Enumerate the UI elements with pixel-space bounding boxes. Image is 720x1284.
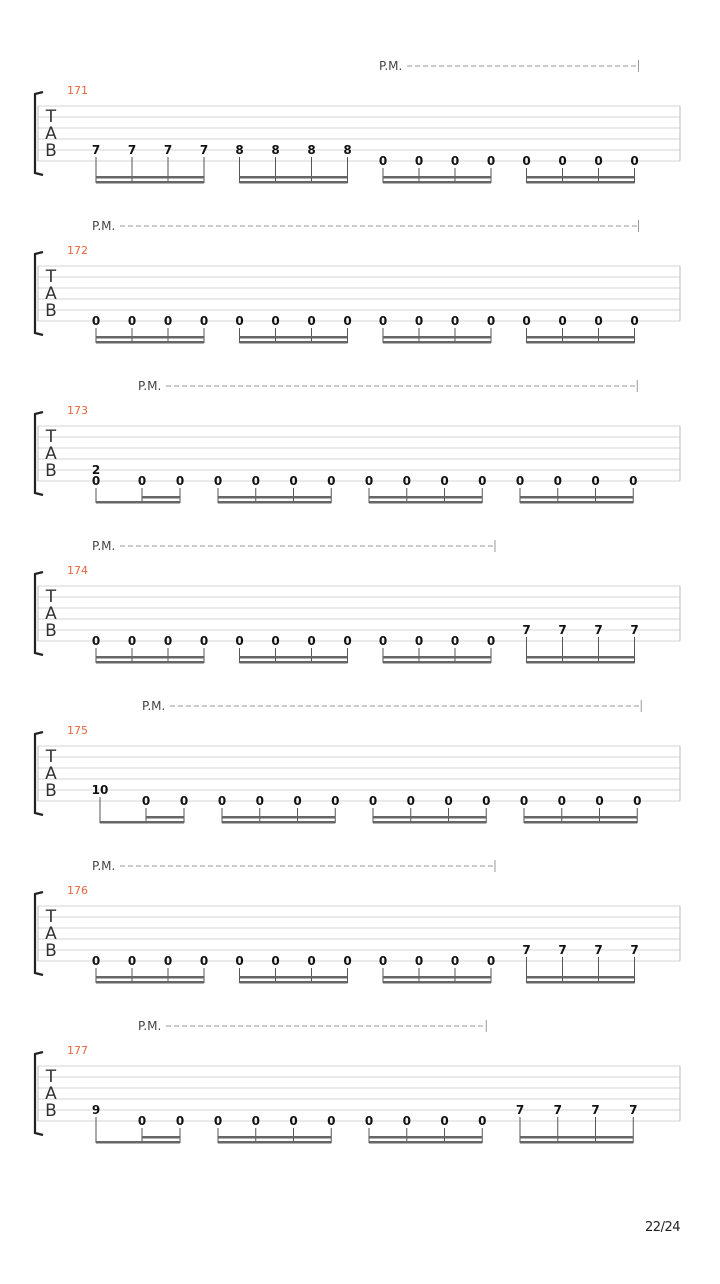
fret-number: 0 xyxy=(235,634,244,648)
fret-number: 7 xyxy=(594,623,603,637)
fret-number: 0 xyxy=(327,1114,336,1128)
fret-number: 0 xyxy=(402,474,411,488)
fret-number: 7 xyxy=(522,623,531,637)
fret-number: 0 xyxy=(271,634,280,648)
fret-number: 0 xyxy=(595,794,604,808)
fret-number: 0 xyxy=(630,314,639,328)
fret-number: 8 xyxy=(271,143,280,157)
fret-number: 0 xyxy=(364,1114,374,1128)
note-beam xyxy=(96,341,204,344)
fret-number: 0 xyxy=(378,314,388,328)
note-beam xyxy=(520,496,633,499)
fret-number: 0 xyxy=(307,314,316,328)
measure-number: 172 xyxy=(67,244,88,257)
tab-clef-letter: T xyxy=(45,587,57,607)
measure-number: 174 xyxy=(67,564,88,577)
note-beam xyxy=(218,1136,331,1139)
fret-number: 0 xyxy=(629,474,638,488)
note-beam xyxy=(240,981,348,984)
fret-number: 0 xyxy=(478,474,487,488)
tab-clef-letter: A xyxy=(45,1084,57,1104)
note-beam xyxy=(369,1136,482,1139)
fret-number: 7 xyxy=(630,623,639,637)
note-beam xyxy=(369,1141,482,1144)
note-beam xyxy=(240,181,348,184)
fret-number: 0 xyxy=(515,474,525,488)
fret-number: 7 xyxy=(553,1103,562,1117)
measure-number: 176 xyxy=(67,884,88,897)
fret-number: 0 xyxy=(91,474,101,488)
fret-number: 7 xyxy=(591,1103,600,1117)
note-beam xyxy=(222,821,335,824)
fret-number: 0 xyxy=(235,954,244,968)
fret-number: 0 xyxy=(255,794,264,808)
tab-clef-letter: B xyxy=(45,941,57,961)
note-beam xyxy=(520,1136,633,1139)
note-beam xyxy=(369,496,482,499)
fret-number: 7 xyxy=(558,623,567,637)
note-beam xyxy=(96,656,204,659)
fret-number: 0 xyxy=(558,314,567,328)
fret-number: 7 xyxy=(199,143,209,157)
note-beam xyxy=(373,816,486,819)
fret-number: 0 xyxy=(199,954,209,968)
fret-number: 0 xyxy=(414,154,424,168)
note-beam xyxy=(383,181,491,184)
note-beam xyxy=(240,661,348,664)
fret-number: 0 xyxy=(440,1114,449,1128)
fret-number: 0 xyxy=(251,474,260,488)
palm-mute-label: P.M. xyxy=(142,699,166,713)
system-bracket xyxy=(35,892,43,975)
tab-clef-letter: A xyxy=(45,604,57,624)
fret-number: 0 xyxy=(478,1114,487,1128)
fret-number: 0 xyxy=(213,1114,223,1128)
fret-number: 7 xyxy=(630,943,639,957)
fret-number: 0 xyxy=(331,794,340,808)
note-beam xyxy=(96,176,204,179)
fret-number: 0 xyxy=(307,954,316,968)
fret-number: 2 xyxy=(91,463,101,477)
tab-clef-letter: B xyxy=(45,301,57,321)
note-beam xyxy=(383,981,491,984)
note-beam xyxy=(218,1141,331,1144)
fret-number: 0 xyxy=(486,154,496,168)
note-beam xyxy=(373,821,486,824)
fret-number: 0 xyxy=(91,954,101,968)
fret-number: 0 xyxy=(217,794,227,808)
fret-number: 7 xyxy=(629,1103,638,1117)
fret-number: 7 xyxy=(127,143,137,157)
page-number: 22/24 xyxy=(645,1220,680,1235)
fret-number: 0 xyxy=(163,634,173,648)
note-beam xyxy=(96,661,204,664)
fret-number: 0 xyxy=(364,474,374,488)
system-bracket xyxy=(35,92,43,175)
fret-number: 0 xyxy=(522,314,531,328)
system-bracket xyxy=(35,252,43,335)
fret-number: 0 xyxy=(450,634,460,648)
fret-number: 7 xyxy=(515,1103,525,1117)
fret-number: 0 xyxy=(163,314,173,328)
fret-number: 0 xyxy=(137,474,147,488)
fret-number: 0 xyxy=(213,474,223,488)
tab-clef-letter: T xyxy=(45,1067,57,1087)
note-beam xyxy=(383,976,491,979)
fret-number: 0 xyxy=(175,474,185,488)
fret-number: 0 xyxy=(486,954,496,968)
fret-number: 7 xyxy=(558,943,567,957)
note-beam xyxy=(383,176,491,179)
measure-number: 173 xyxy=(67,404,88,417)
note-beam xyxy=(520,501,633,504)
note-beam xyxy=(222,816,335,819)
tab-clef-letter: A xyxy=(45,764,57,784)
fret-number: 7 xyxy=(522,943,531,957)
fret-number: 0 xyxy=(127,634,137,648)
note-beam xyxy=(218,496,331,499)
fret-number: 0 xyxy=(440,474,449,488)
fret-number: 0 xyxy=(293,794,302,808)
fret-number: 0 xyxy=(594,154,603,168)
fret-number: 0 xyxy=(378,634,388,648)
fret-number: 0 xyxy=(141,794,151,808)
fret-number: 9 xyxy=(91,1103,101,1117)
note-beam xyxy=(96,1141,180,1144)
tab-clef-letter: B xyxy=(45,621,57,641)
fret-number: 0 xyxy=(486,314,496,328)
fret-number: 0 xyxy=(594,314,603,328)
palm-mute-label: P.M. xyxy=(92,859,116,873)
note-beam xyxy=(369,501,482,504)
note-beam xyxy=(240,656,348,659)
fret-number: 0 xyxy=(414,634,424,648)
fret-number: 0 xyxy=(558,154,567,168)
fret-number: 8 xyxy=(235,143,244,157)
fret-number: 0 xyxy=(368,794,378,808)
fret-number: 0 xyxy=(127,954,137,968)
fret-number: 0 xyxy=(327,474,336,488)
tab-clef-letter: A xyxy=(45,284,57,304)
fret-number: 0 xyxy=(179,794,189,808)
fret-number: 0 xyxy=(199,314,209,328)
measure-number: 177 xyxy=(67,1044,88,1057)
system-bracket xyxy=(35,732,43,815)
palm-mute-label: P.M. xyxy=(138,379,162,393)
note-beam xyxy=(240,176,348,179)
palm-mute-label: P.M. xyxy=(138,1019,162,1033)
fret-number: 7 xyxy=(91,143,101,157)
note-beam xyxy=(240,976,348,979)
fret-number: 0 xyxy=(343,634,352,648)
fret-number: 0 xyxy=(414,314,424,328)
note-beam xyxy=(527,656,635,659)
fret-number: 0 xyxy=(163,954,173,968)
fret-number: 0 xyxy=(522,154,531,168)
note-beam xyxy=(524,821,637,824)
tab-clef-letter: T xyxy=(45,747,57,767)
note-beam xyxy=(383,656,491,659)
note-beam xyxy=(383,336,491,339)
fret-number: 0 xyxy=(630,154,639,168)
fret-number: 0 xyxy=(591,474,600,488)
palm-mute-label: P.M. xyxy=(92,219,116,233)
fret-number: 0 xyxy=(91,634,101,648)
fret-number: 0 xyxy=(406,794,415,808)
fret-number: 0 xyxy=(343,954,352,968)
fret-number: 7 xyxy=(594,943,603,957)
fret-number: 0 xyxy=(519,794,529,808)
measure-number: 171 xyxy=(67,84,88,97)
fret-number: 0 xyxy=(450,314,460,328)
fret-number: 0 xyxy=(557,794,566,808)
palm-mute-label: P.M. xyxy=(379,59,403,73)
fret-number: 0 xyxy=(251,1114,260,1128)
fret-number: 0 xyxy=(343,314,352,328)
tab-clef-letter: A xyxy=(45,124,57,144)
note-beam xyxy=(527,181,635,184)
fret-number: 0 xyxy=(450,154,460,168)
tab-clef-letter: B xyxy=(45,1101,57,1121)
fret-number: 0 xyxy=(553,474,562,488)
tab-clef-letter: T xyxy=(45,267,57,287)
fret-number: 0 xyxy=(307,634,316,648)
tab-clef-letter: A xyxy=(45,444,57,464)
note-beam xyxy=(96,336,204,339)
fret-number: 10 xyxy=(91,783,109,797)
fret-number: 0 xyxy=(450,954,460,968)
note-beam xyxy=(527,976,635,979)
note-beam xyxy=(240,336,348,339)
fret-number: 0 xyxy=(235,314,244,328)
note-beam xyxy=(527,661,635,664)
note-beam xyxy=(142,496,180,499)
note-beam xyxy=(527,336,635,339)
measure-number: 175 xyxy=(67,724,88,737)
tab-clef-letter: B xyxy=(45,461,57,481)
fret-number: 0 xyxy=(271,314,280,328)
tab-clef-letter: A xyxy=(45,924,57,944)
fret-number: 0 xyxy=(482,794,491,808)
note-beam xyxy=(527,176,635,179)
note-beam xyxy=(96,501,180,504)
fret-number: 0 xyxy=(175,1114,185,1128)
note-beam xyxy=(100,821,184,824)
note-beam xyxy=(146,816,184,819)
note-beam xyxy=(240,341,348,344)
tab-clef-letter: B xyxy=(45,781,57,801)
tab-clef-letter: T xyxy=(45,907,57,927)
note-beam xyxy=(383,341,491,344)
note-beam xyxy=(383,661,491,664)
system-bracket xyxy=(35,1052,43,1135)
system-bracket xyxy=(35,412,43,495)
fret-number: 0 xyxy=(137,1114,147,1128)
fret-number: 0 xyxy=(199,634,209,648)
note-beam xyxy=(142,1136,180,1139)
note-beam xyxy=(527,981,635,984)
note-beam xyxy=(96,976,204,979)
tab-clef-letter: T xyxy=(45,107,57,127)
note-beam xyxy=(524,816,637,819)
fret-number: 0 xyxy=(91,314,101,328)
palm-mute-label: P.M. xyxy=(92,539,116,553)
fret-number: 0 xyxy=(289,474,298,488)
fret-number: 0 xyxy=(486,634,496,648)
fret-number: 0 xyxy=(127,314,137,328)
fret-number: 0 xyxy=(289,1114,298,1128)
tab-clef-letter: T xyxy=(45,427,57,447)
fret-number: 0 xyxy=(444,794,453,808)
fret-number: 0 xyxy=(271,954,280,968)
note-beam xyxy=(527,341,635,344)
fret-number: 0 xyxy=(378,954,388,968)
note-beam xyxy=(218,501,331,504)
fret-number: 0 xyxy=(414,954,424,968)
tab-clef-letter: B xyxy=(45,141,57,161)
fret-number: 0 xyxy=(633,794,642,808)
fret-number: 7 xyxy=(163,143,173,157)
note-beam xyxy=(96,181,204,184)
fret-number: 0 xyxy=(378,154,388,168)
note-beam xyxy=(96,981,204,984)
system-bracket xyxy=(35,572,43,655)
note-beam xyxy=(520,1141,633,1144)
fret-number: 0 xyxy=(402,1114,411,1128)
fret-number: 8 xyxy=(343,143,352,157)
fret-number: 8 xyxy=(307,143,316,157)
